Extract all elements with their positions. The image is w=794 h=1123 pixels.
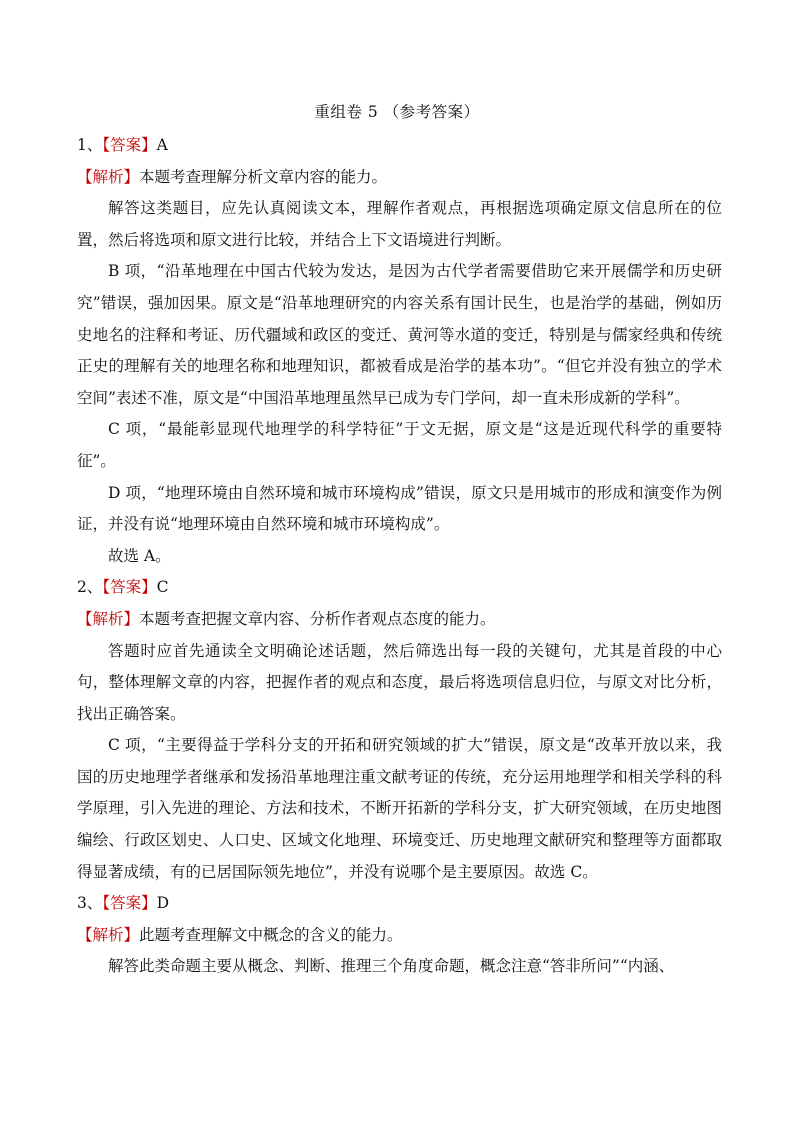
analysis-tag: 【解析】	[77, 925, 140, 944]
analysis-paragraph: C 项，“最能彰显现代地理学的科学特征”于文无据，原文是“这是近现代科学的重要特征”。	[77, 420, 722, 470]
answer-value: D	[156, 894, 170, 913]
answer-content	[77, 130, 722, 983]
answer-tag: 【答案】	[102, 578, 157, 597]
analysis-paragraph: B 项，“沿革地理在中国古代较为发达，是因为古代学者需要借助它来开展儒学和历史研究”错误，强加因果。原文是“沿革地理研究的内容关系有国计民生，也是治学的基础，例如历史地名的注释和考证、历代疆域和政区的变迁、黄河等水道的变迁，特别是与儒家经典和传统正史的理解有关的地理名称和地理知识，都被看成是治学的基本功”。“但它并没有独立的学术空间”表述不准，原文是“中国沿革地理虽然早已成为专门学问，却一直未形成新的学科”。	[77, 262, 722, 407]
page-title: 重组卷 5 （参考答案）	[314, 103, 480, 121]
question-number: 2、	[77, 578, 103, 597]
answer-value: C	[156, 578, 169, 597]
question-2	[77, 572, 722, 888]
answer-line	[77, 130, 722, 162]
analysis-line	[77, 162, 722, 194]
question-number: 1、	[77, 136, 103, 154]
question-1	[77, 130, 722, 572]
analysis-paragraph: 故选 A。	[108, 546, 171, 565]
analysis-paragraph: D 项，“地理环境由自然环境和城市环境构成”错误，原文只是用城市的形成和演变作为例证，并没有说“地理环境由自然环境和城市环境构成”。	[77, 483, 722, 534]
analysis-intro: 本题考查把握文章内容、分析作者观点态度的能力。	[139, 609, 496, 628]
answer-line	[77, 572, 722, 604]
analysis-line	[77, 604, 722, 636]
analysis-intro: 此题考查理解文中概念的含义的能力。	[139, 925, 403, 944]
analysis-line	[77, 920, 722, 952]
analysis-paragraph: C 项，“主要得益于学科分支的开拓和研究领域的扩大”错误，原文是“改革开放以来，我国的历史地理学者继承和发扬沿革地理注重文献考证的传统，充分运用地理学和相关学科的科学原理，引入先进的理论、方法和技术，不断开拓新的学科分支，扩大研究领域，在历史地图编绘、行政区划史、人口史、区域文化地理、环境变迁、历史地理文献研究和整理等方面都取得显著成绩，有的已居国际领先地位”，并没有说哪个是主要原因。故选 C。	[77, 736, 722, 881]
analysis-tag: 【解析】	[77, 609, 140, 628]
analysis-tag: 【解析】	[77, 167, 140, 186]
question-number: 3、	[77, 894, 103, 913]
analysis-paragraph: 答题时应首先通读全文明确论述话题，然后筛选出每一段的关键句，尤其是首段的中心句，整体理解文章的内容，把握作者的观点和态度，最后将选项信息归位，与原文对比分析，找出正确答案。	[77, 641, 722, 723]
analysis-paragraph: 解答这类题目，应先认真阅读文本，理解作者观点，再根据选项确定原文信息所在的位置，然后将选项和原文进行比较，并结合上下文语境进行判断。	[77, 199, 722, 249]
answer-tag: 【答案】	[102, 894, 157, 913]
answer-line	[77, 888, 722, 920]
answer-tag: 【答案】	[102, 136, 157, 154]
question-3	[77, 888, 722, 983]
analysis-intro: 本题考查理解分析文章内容的能力。	[139, 167, 388, 186]
answer-value: A	[156, 136, 168, 154]
analysis-paragraph: 解答此类命题主要从概念、判断、推理三个角度命题，概念注意“答非所问”“内涵、	[108, 957, 675, 976]
